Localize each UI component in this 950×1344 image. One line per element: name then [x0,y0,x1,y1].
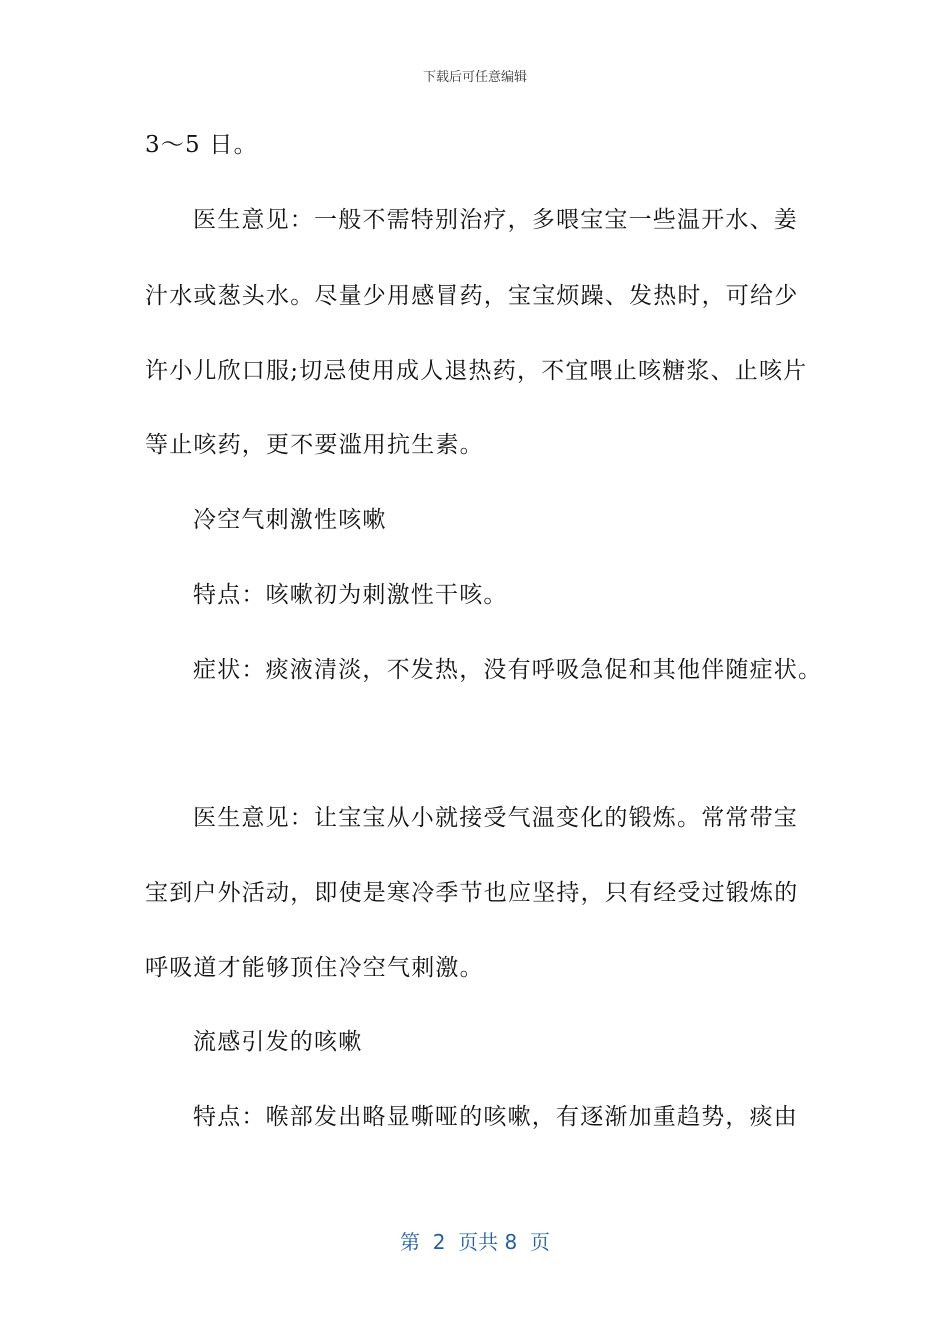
body-line-2: 医生意见：一般不需特别治疗，多喂宝宝一些温开水、姜 [193,207,798,233]
section-heading-cold-air: 冷空气刺激性咳嗽 [193,507,387,533]
body-line-7: 特点：咳嗽初为刺激性干咳。 [193,582,508,608]
body-line-8: 症状：痰液清淡，不发热，没有呼吸急促和其他伴随症状。 [193,657,823,683]
body-line-13: 特点：喉部发出略显嘶哑的咳嗽，有逐渐加重趋势，痰由 [193,1104,798,1130]
body-line-10: 宝到户外活动，即使是寒冷季节也应坚持，只有经受过锻炼的 [145,880,799,906]
body-line-9: 医生意见：让宝宝从小就接受气温变化的锻炼。常常带宝 [193,805,798,831]
body-line-11: 呼吸道才能够顶住冷空气刺激。 [145,955,484,981]
page-number-footer: 第 2 页共 8 页 [400,1230,550,1254]
section-heading-flu: 流感引发的咳嗽 [193,1029,363,1055]
header-note: 下载后可任意编辑 [422,70,527,85]
body-line-3: 汁水或葱头水。尽量少用感冒药，宝宝烦躁、发热时，可给少 [145,283,799,309]
body-line-1: 3～5 日。 [145,132,258,158]
body-line-5: 等止咳药，更不要滥用抗生素。 [145,432,484,458]
body-line-4: 许小儿欣口服;切忌使用成人退热药，不宜喂止咳糖浆、止咳片 [145,358,808,384]
